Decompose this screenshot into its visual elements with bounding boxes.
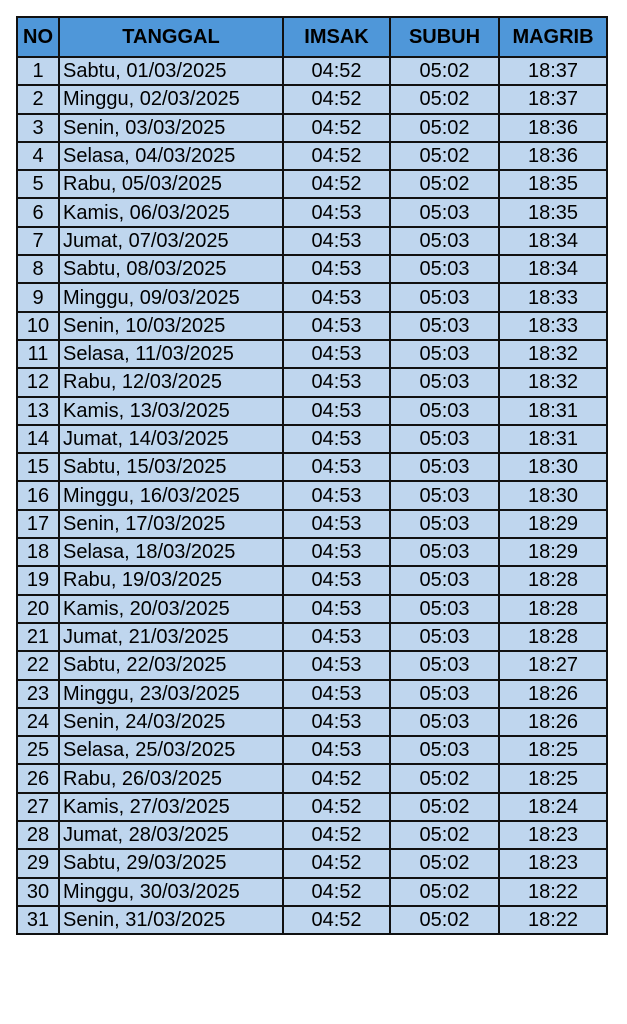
cell-subuh: 05:03: [390, 255, 499, 283]
table-row: [17, 85, 607, 113]
cell-no: 30: [17, 878, 59, 906]
cell-magrib: 18:28: [499, 566, 607, 594]
cell-tanggal: Senin, 17/03/2025: [59, 510, 283, 538]
cell-subuh: 05:02: [390, 114, 499, 142]
cell-magrib: 18:26: [499, 680, 607, 708]
cell-imsak: 04:53: [283, 481, 390, 509]
table-row: [17, 510, 607, 538]
cell-no: 22: [17, 651, 59, 679]
cell-tanggal: Minggu, 30/03/2025: [59, 878, 283, 906]
cell-imsak: 04:52: [283, 170, 390, 198]
cell-magrib: 18:29: [499, 510, 607, 538]
table-row: [17, 255, 607, 283]
cell-imsak: 04:52: [283, 57, 390, 85]
cell-no: 11: [17, 340, 59, 368]
cell-tanggal: Minggu, 09/03/2025: [59, 283, 283, 311]
cell-magrib: 18:33: [499, 283, 607, 311]
cell-tanggal: Senin, 03/03/2025: [59, 114, 283, 142]
cell-magrib: 18:32: [499, 368, 607, 396]
table-row: [17, 481, 607, 509]
cell-magrib: 18:28: [499, 623, 607, 651]
cell-imsak: 04:53: [283, 312, 390, 340]
cell-magrib: 18:25: [499, 736, 607, 764]
cell-tanggal: Jumat, 21/03/2025: [59, 623, 283, 651]
cell-tanggal: Sabtu, 08/03/2025: [59, 255, 283, 283]
cell-imsak: 04:53: [283, 368, 390, 396]
cell-magrib: 18:25: [499, 764, 607, 792]
cell-magrib: 18:29: [499, 538, 607, 566]
cell-subuh: 05:03: [390, 481, 499, 509]
cell-magrib: 18:31: [499, 425, 607, 453]
cell-no: 5: [17, 170, 59, 198]
cell-no: 26: [17, 764, 59, 792]
cell-tanggal: Kamis, 13/03/2025: [59, 397, 283, 425]
cell-no: 1: [17, 57, 59, 85]
cell-imsak: 04:53: [283, 623, 390, 651]
cell-imsak: 04:53: [283, 340, 390, 368]
cell-no: 10: [17, 312, 59, 340]
cell-tanggal: Kamis, 27/03/2025: [59, 793, 283, 821]
cell-no: 16: [17, 481, 59, 509]
cell-subuh: 05:02: [390, 821, 499, 849]
cell-no: 20: [17, 595, 59, 623]
table-row: [17, 538, 607, 566]
cell-subuh: 05:03: [390, 736, 499, 764]
cell-subuh: 05:02: [390, 764, 499, 792]
table-row: [17, 878, 607, 906]
cell-tanggal: Rabu, 19/03/2025: [59, 566, 283, 594]
cell-imsak: 04:53: [283, 595, 390, 623]
header-no: NO: [17, 17, 59, 57]
cell-imsak: 04:53: [283, 227, 390, 255]
table-row: [17, 198, 607, 226]
header-tanggal: TANGGAL: [59, 17, 283, 57]
cell-subuh: 05:03: [390, 623, 499, 651]
table-row: [17, 793, 607, 821]
cell-magrib: 18:36: [499, 142, 607, 170]
cell-no: 9: [17, 283, 59, 311]
cell-imsak: 04:53: [283, 397, 390, 425]
table-row: [17, 114, 607, 142]
header-row: [17, 17, 607, 57]
cell-tanggal: Selasa, 25/03/2025: [59, 736, 283, 764]
cell-subuh: 05:02: [390, 878, 499, 906]
table-row: [17, 397, 607, 425]
cell-tanggal: Rabu, 26/03/2025: [59, 764, 283, 792]
cell-no: 29: [17, 849, 59, 877]
cell-imsak: 04:53: [283, 538, 390, 566]
cell-magrib: 18:33: [499, 312, 607, 340]
cell-subuh: 05:03: [390, 425, 499, 453]
cell-no: 19: [17, 566, 59, 594]
table-row: [17, 368, 607, 396]
cell-subuh: 05:03: [390, 198, 499, 226]
cell-imsak: 04:53: [283, 198, 390, 226]
cell-tanggal: Senin, 10/03/2025: [59, 312, 283, 340]
cell-subuh: 05:03: [390, 340, 499, 368]
table-row: [17, 142, 607, 170]
cell-magrib: 18:27: [499, 651, 607, 679]
cell-imsak: 04:52: [283, 821, 390, 849]
cell-tanggal: Sabtu, 01/03/2025: [59, 57, 283, 85]
cell-subuh: 05:02: [390, 142, 499, 170]
cell-tanggal: Kamis, 06/03/2025: [59, 198, 283, 226]
cell-imsak: 04:52: [283, 878, 390, 906]
cell-magrib: 18:37: [499, 57, 607, 85]
cell-subuh: 05:02: [390, 85, 499, 113]
table-header: [17, 17, 607, 57]
cell-imsak: 04:52: [283, 114, 390, 142]
cell-imsak: 04:53: [283, 680, 390, 708]
cell-no: 3: [17, 114, 59, 142]
cell-imsak: 04:53: [283, 453, 390, 481]
cell-imsak: 04:53: [283, 255, 390, 283]
cell-subuh: 05:02: [390, 849, 499, 877]
cell-magrib: 18:32: [499, 340, 607, 368]
cell-tanggal: Senin, 31/03/2025: [59, 906, 283, 934]
cell-subuh: 05:02: [390, 906, 499, 934]
prayer-schedule-table: [16, 16, 608, 935]
cell-no: 4: [17, 142, 59, 170]
cell-magrib: 18:34: [499, 227, 607, 255]
cell-imsak: 04:53: [283, 425, 390, 453]
cell-magrib: 18:22: [499, 878, 607, 906]
cell-tanggal: Sabtu, 29/03/2025: [59, 849, 283, 877]
cell-subuh: 05:02: [390, 57, 499, 85]
cell-no: 21: [17, 623, 59, 651]
cell-magrib: 18:31: [499, 397, 607, 425]
table-row: [17, 708, 607, 736]
cell-no: 7: [17, 227, 59, 255]
cell-subuh: 05:03: [390, 510, 499, 538]
table-row: [17, 849, 607, 877]
cell-tanggal: Minggu, 02/03/2025: [59, 85, 283, 113]
table-row: [17, 680, 607, 708]
cell-subuh: 05:03: [390, 595, 499, 623]
cell-subuh: 05:03: [390, 368, 499, 396]
table-row: [17, 651, 607, 679]
table-row: [17, 595, 607, 623]
table-row: [17, 170, 607, 198]
cell-magrib: 18:23: [499, 821, 607, 849]
cell-magrib: 18:28: [499, 595, 607, 623]
cell-subuh: 05:03: [390, 312, 499, 340]
cell-imsak: 04:52: [283, 793, 390, 821]
cell-imsak: 04:52: [283, 906, 390, 934]
cell-no: 13: [17, 397, 59, 425]
cell-tanggal: Selasa, 11/03/2025: [59, 340, 283, 368]
cell-imsak: 04:53: [283, 283, 390, 311]
cell-subuh: 05:02: [390, 170, 499, 198]
cell-no: 15: [17, 453, 59, 481]
table-row: [17, 566, 607, 594]
cell-subuh: 05:03: [390, 680, 499, 708]
cell-subuh: 05:03: [390, 453, 499, 481]
cell-no: 8: [17, 255, 59, 283]
table-row: [17, 453, 607, 481]
cell-imsak: 04:53: [283, 708, 390, 736]
cell-tanggal: Jumat, 14/03/2025: [59, 425, 283, 453]
cell-no: 27: [17, 793, 59, 821]
cell-imsak: 04:52: [283, 849, 390, 877]
cell-subuh: 05:03: [390, 708, 499, 736]
cell-no: 25: [17, 736, 59, 764]
cell-magrib: 18:24: [499, 793, 607, 821]
cell-subuh: 05:03: [390, 538, 499, 566]
header-imsak: IMSAK: [283, 17, 390, 57]
cell-magrib: 18:30: [499, 481, 607, 509]
cell-no: 12: [17, 368, 59, 396]
cell-tanggal: Jumat, 07/03/2025: [59, 227, 283, 255]
table-row: [17, 736, 607, 764]
cell-subuh: 05:03: [390, 651, 499, 679]
cell-magrib: 18:36: [499, 114, 607, 142]
table-row: [17, 906, 607, 934]
header-subuh: SUBUH: [390, 17, 499, 57]
cell-tanggal: Rabu, 12/03/2025: [59, 368, 283, 396]
cell-no: 24: [17, 708, 59, 736]
cell-tanggal: Sabtu, 22/03/2025: [59, 651, 283, 679]
cell-no: 14: [17, 425, 59, 453]
cell-magrib: 18:26: [499, 708, 607, 736]
cell-magrib: 18:35: [499, 198, 607, 226]
cell-magrib: 18:34: [499, 255, 607, 283]
cell-imsak: 04:52: [283, 764, 390, 792]
cell-magrib: 18:22: [499, 906, 607, 934]
cell-imsak: 04:53: [283, 566, 390, 594]
table-row: [17, 425, 607, 453]
cell-no: 6: [17, 198, 59, 226]
table-row: [17, 283, 607, 311]
cell-imsak: 04:53: [283, 510, 390, 538]
cell-no: 18: [17, 538, 59, 566]
cell-subuh: 05:03: [390, 566, 499, 594]
table-row: [17, 57, 607, 85]
cell-subuh: 05:02: [390, 793, 499, 821]
table-row: [17, 227, 607, 255]
cell-imsak: 04:52: [283, 85, 390, 113]
cell-magrib: 18:23: [499, 849, 607, 877]
cell-imsak: 04:53: [283, 651, 390, 679]
cell-tanggal: Selasa, 18/03/2025: [59, 538, 283, 566]
cell-imsak: 04:53: [283, 736, 390, 764]
table-body: [17, 57, 607, 934]
cell-magrib: 18:37: [499, 85, 607, 113]
cell-subuh: 05:03: [390, 227, 499, 255]
cell-imsak: 04:52: [283, 142, 390, 170]
table-row: [17, 623, 607, 651]
cell-subuh: 05:03: [390, 397, 499, 425]
cell-tanggal: Sabtu, 15/03/2025: [59, 453, 283, 481]
cell-tanggal: Minggu, 23/03/2025: [59, 680, 283, 708]
cell-tanggal: Selasa, 04/03/2025: [59, 142, 283, 170]
cell-no: 28: [17, 821, 59, 849]
cell-no: 23: [17, 680, 59, 708]
cell-tanggal: Senin, 24/03/2025: [59, 708, 283, 736]
cell-no: 17: [17, 510, 59, 538]
header-magrib: MAGRIB: [499, 17, 607, 57]
table-row: [17, 340, 607, 368]
table-row: [17, 312, 607, 340]
cell-magrib: 18:35: [499, 170, 607, 198]
cell-tanggal: Kamis, 20/03/2025: [59, 595, 283, 623]
table-row: [17, 821, 607, 849]
cell-tanggal: Rabu, 05/03/2025: [59, 170, 283, 198]
table-row: [17, 764, 607, 792]
cell-magrib: 18:30: [499, 453, 607, 481]
cell-tanggal: Minggu, 16/03/2025: [59, 481, 283, 509]
cell-subuh: 05:03: [390, 283, 499, 311]
cell-no: 2: [17, 85, 59, 113]
cell-tanggal: Jumat, 28/03/2025: [59, 821, 283, 849]
cell-no: 31: [17, 906, 59, 934]
